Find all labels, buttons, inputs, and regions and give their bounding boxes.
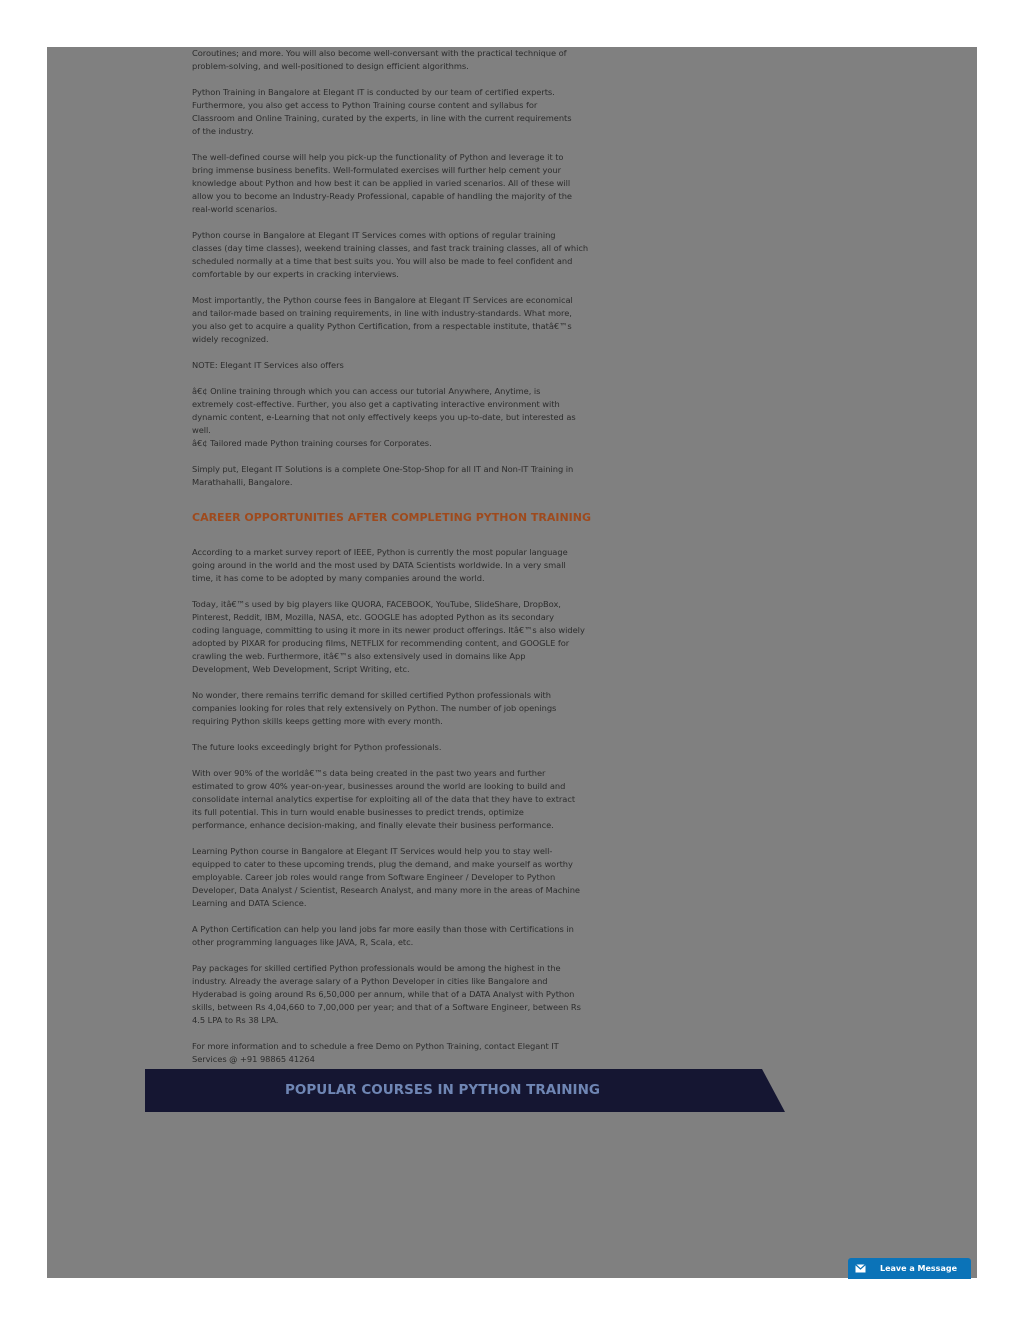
paragraph: Simply put, Elegant IT Solutions is a complete One-Stop-Shop for all IT and Non-IT Training in Marathahalli, Bangalore. — [192, 464, 574, 487]
paragraph: According to a market survey report of IEEE, Python is currently the most popular language going around in the world and the most used by DATA Scientists worldwide. In a very small time, it has come to be adopted by many companies around the world. — [192, 547, 568, 583]
paragraph: Python Training in Bangalore at Elegant IT is conducted by our team of certified experts. Furthermore, you also get access to Python Training course content and syllabus for Classroom and Online Training, curated by the experts, in line with the current requirements of the industry. — [192, 87, 572, 136]
article-content — [192, 47, 617, 1079]
paragraph: NOTE: Elegant IT Services also offers — [192, 360, 344, 370]
leave-message-button[interactable] — [848, 1258, 971, 1279]
envelope-icon — [853, 1258, 867, 1279]
paragraph: A Python Certification can help you land jobs far more easily than those with Certifications in other programming languages like JAVA, R, Scala, etc. — [192, 924, 574, 947]
paragraph: With over 90% of the worldâ€™s data being created in the past two years and further estimated to grow 40% year-on-year, businesses around the world are looking to build and consolidate internal analytics expertise for exploiting all of the data that they have to extract its full potential. This in turn would enable businesses to predict trends, optimize performance, enhance decision-making, and finally elevate their business performance. — [192, 768, 576, 830]
paragraph: Python course in Bangalore at Elegant IT Services comes with options of regular training classes (day time classes), weekend training classes, and fast track training classes, all of which scheduled normally at a time that best suits you. You will also be made to feel confident and comfortable by our experts in cracking interviews. — [192, 230, 589, 279]
banner-title: POPULAR COURSES IN PYTHON TRAINING — [285, 1082, 600, 1098]
paragraph: Learning Python course in Bangalore at Elegant IT Services would help you to stay well- equipped to cater to these upcoming trends, plug the demand, and make yourself as worthy employable. Career job roles would range from Software Engineer / Developer to Python Developer, Data Analyst / Scientist, Research Analyst, and many more in the areas of Machine Learning and DATA Science. — [192, 846, 580, 908]
paragraph: No wonder, there remains terrific demand for skilled certified Python professionals with companies looking for roles that rely extensively on Python. The number of job openings requiring Python skills keeps getting more with every month. — [192, 690, 557, 726]
paragraph: The well-defined course will help you pick-up the functionality of Python and leverage it to bring immense business benefits. Well-formulated exercises will further help cement your knowledge about Python and how best it can be applied in varied scenarios. All of these will allow you to become an Industry-Ready Professional, capable of handling the majority of the real-world scenarios. — [192, 152, 572, 214]
section-heading: CAREER OPPORTUNITIES AFTER COMPLETING PYTHON TRAINING — [192, 511, 591, 524]
paragraph: For more information and to schedule a free Demo on Python Training, contact Elegant IT Services @ +91 98865 41264 — [192, 1041, 559, 1064]
popular-courses-banner — [145, 1069, 785, 1112]
leave-message-label: Leave a Message — [880, 1264, 957, 1273]
paragraph: â€¢ Online training through which you can access our tutorial Anywhere, Anytime, is extremely cost-effective. Further, you also get a captivating interactive environment with dynamic content, e-Learning that not only effectively keeps you up-to-date, but interested as well. â€¢ Tailored made Python training courses for Corporates. — [192, 386, 576, 448]
paragraph: Pay packages for skilled certified Python professionals would be among the highest in the industry. Already the average salary of a Python Developer in cities like Bangalore and Hyderabad is going around Rs 6,50,000 per annum, while that of a DATA Analyst with Python skills, between Rs 4,04,660 to 7,00,000 per year; and that of a Software Engineer, between Rs 4.5 LPA to Rs 38 LPA. — [192, 963, 581, 1025]
paragraph: Today, itâ€™s used by big players like QUORA, FACEBOOK, YouTube, SlideShare, DropBox, Pinterest, Reddit, IBM, Mozilla, NASA, etc. GOOGLE has adopted Python as its secondary coding language, committing to using it more in its newer product offerings. Itâ€™s also widely adopted by PIXAR for producing films, NETFLIX for recommending content, and GOOGLE for crawling the web. Furthermore, itâ€™s also extensively used in domains like App Development, Web Development, Script Writing, etc. — [192, 599, 585, 674]
paragraph-group-bottom — [192, 546, 617, 1066]
paragraph: Most importantly, the Python course fees in Bangalore at Elegant IT Services are economical and tailor-made based on training requirements, in line with industry-standards. What more, you also get to acquire a quality Python Certification, from a respectable institute, thatâ€™s widely recognized. — [192, 295, 573, 344]
paragraph: Coroutines; and more. You will also become well-conversant with the practical technique of problem-solving, and well-positioned to design efficient algorithms. — [192, 48, 567, 71]
paragraph: The future looks exceedingly bright for Python professionals. — [192, 742, 442, 752]
paragraph-group-top — [192, 47, 617, 489]
